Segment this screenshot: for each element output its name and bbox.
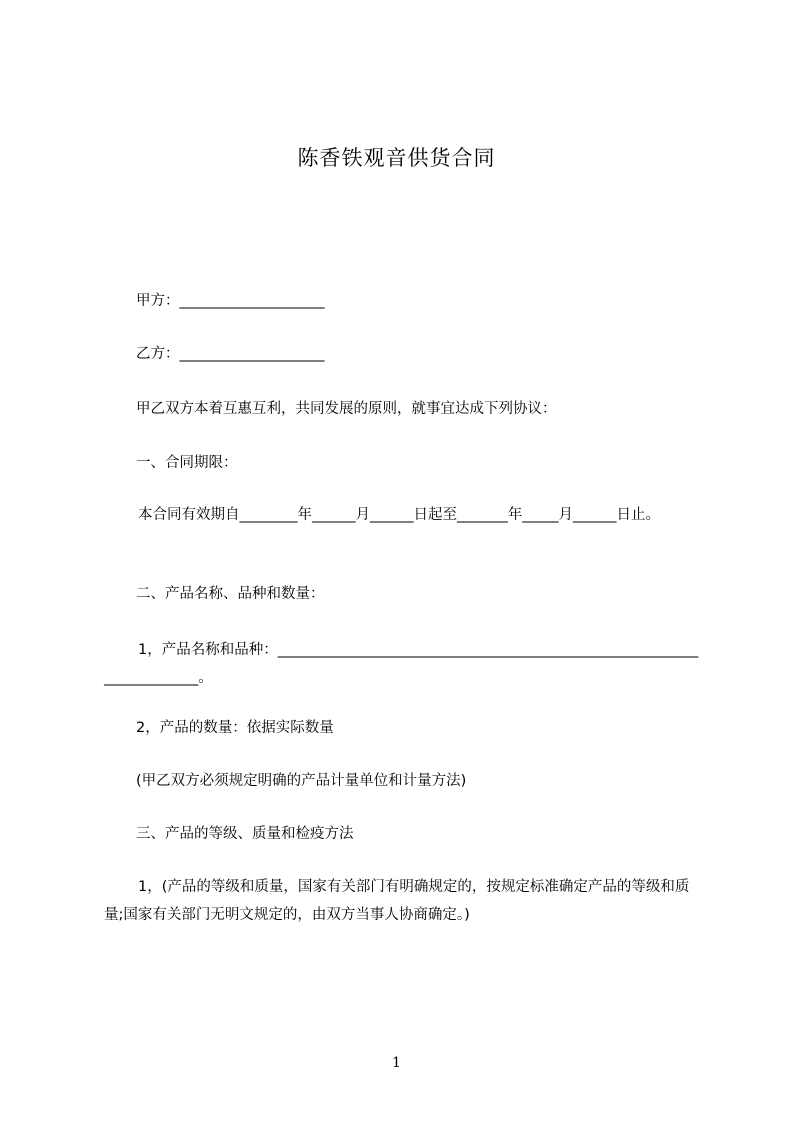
section-1-heading: 一、合同期限： <box>136 455 238 471</box>
contract-term-paragraph: 本合同有效期自________年______月______日起至_______年_____月______日止。 <box>138 507 660 523</box>
product-quantity-line: 2，产品的数量：依据实际数量 <box>136 720 334 736</box>
section-3-heading: 三、产品的等级、质量和检疫方法 <box>136 826 354 842</box>
preamble-text: 甲乙双方本着互惠互利，共同发展的原则，就事宜达成下列协议： <box>136 401 557 417</box>
party-b-field: 乙方：____________________ <box>136 346 325 362</box>
product-name-paragraph: 1，产品名称和品种：_______________________________________________________________________。 <box>104 642 699 686</box>
measurement-note: (甲乙双方必须规定明确的产品计量单位和计量方法) <box>136 773 467 789</box>
party-a-field: 甲方：____________________ <box>136 293 325 309</box>
page-number: 1 <box>392 1055 401 1071</box>
quality-paragraph: 1，(产品的等级和质量，国家有关部门有明确规定的，按规定标准确定产品的等级和质量;国家有关部门无明文规定的，由双方当事人协商确定。) <box>104 879 690 923</box>
document-title: 陈香铁观音供货合同 <box>297 146 496 170</box>
section-2-heading: 二、产品名称、品种和数量： <box>136 586 325 602</box>
